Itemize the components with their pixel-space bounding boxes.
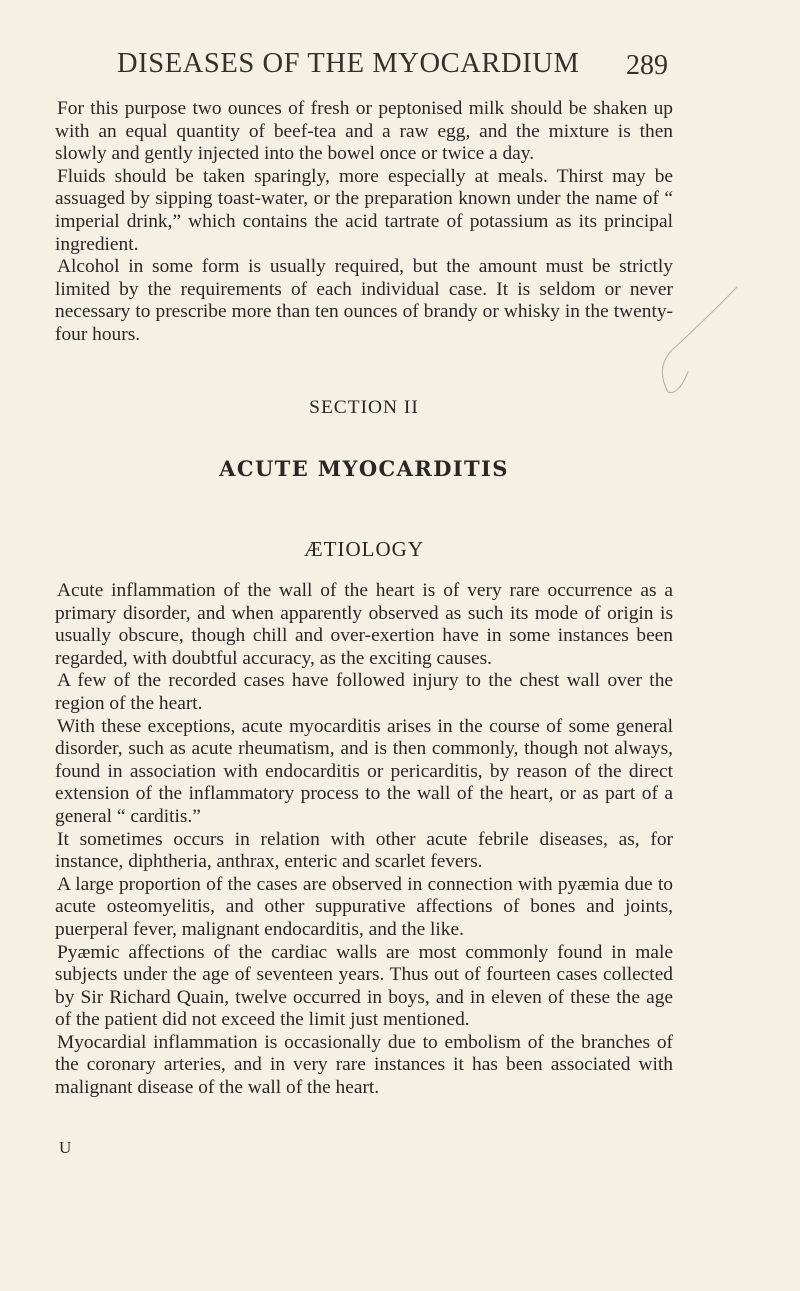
paragraph-pyaemic-affections: Pyæmic affections of the cardiac walls are most commonly found in male subjects under the age of seventeen years. Thus out of fourteen cases collected by Sir Richard Quain, twelve occurred in boys, and in eleven of these the age of the patient did not exceed the limit just mentioned. (55, 941, 673, 1031)
section-subtitle: ÆTIOLOGY (304, 537, 424, 561)
running-head-title: DISEASES OF THE MYOCARDIUM (117, 48, 580, 79)
section-label: SECTION II (309, 397, 419, 418)
signature-mark: U (59, 1138, 72, 1157)
section-title: ACUTE MYOCARDITIS (219, 456, 509, 481)
paragraph-acute-inflammation: Acute inflammation of the wall of the heart is of very rare occurrence as a primary disorder, and when apparently observed as such its mode of origin is usually obscure, though chill and over-exertion have in some instances been regarded, with doubtful accuracy, as the exciting causes. (55, 580, 673, 669)
paragraph-fluids: Fluids should be taken sparingly, more especially at meals. Thirst may be assuaged by sipping toast-water, or the preparation known under the name of “ imperial drink,” which contains the acid tartrate of potassium as its principal ingredient. (55, 165, 673, 255)
paragraph-febrile-diseases: It sometimes occurs in relation with other acute febrile diseases, as, for instance, diphtheria, anthrax, enteric and scarlet fevers. (55, 828, 673, 873)
top-text-block (55, 98, 673, 347)
page-number: 289 (626, 50, 668, 81)
main-text-block (55, 580, 673, 1100)
paragraph-pyaemia: A large proportion of the cases are observed in connection with pyæmia due to acute osteomyelitis, and other suppurative affections of bones and joints, puerperal fever, malignant endocarditis, and the like. (55, 873, 673, 940)
paragraph-embolism: Myocardial inflammation is occasionally due to embolism of the branches of the coronary arteries, and in very rare instances it has been associated with malignant disease of the wall of the heart. (55, 1031, 673, 1099)
paragraph-general-disorder: With these exceptions, acute myocarditis arises in the course of some general disorder, such as acute rheumatism, and is then commonly, though not always, found in association with endocarditis or pericarditis, by reason of the direct extension of the inflammatory process to the wall of the heart, or as part of a general “ carditis.” (55, 715, 673, 827)
paragraph-enema-mixture: For this purpose two ounces of fresh or peptonised milk should be shaken up with an equal quantity of beef-tea and a raw egg, and the mixture is then slowly and gently injected into the bowel once or twice a day. (55, 98, 673, 165)
paragraph-alcohol: Alcohol in some form is usually required, but the amount must be strictly limited by the requirements of each individual case. It is seldom or never necessary to prescribe more than ten ounces of brandy or whisky in the twenty-four hours. (55, 256, 673, 345)
paragraph-chest-injury: A few of the recorded cases have followed injury to the chest wall over the region of the heart. (55, 670, 673, 714)
